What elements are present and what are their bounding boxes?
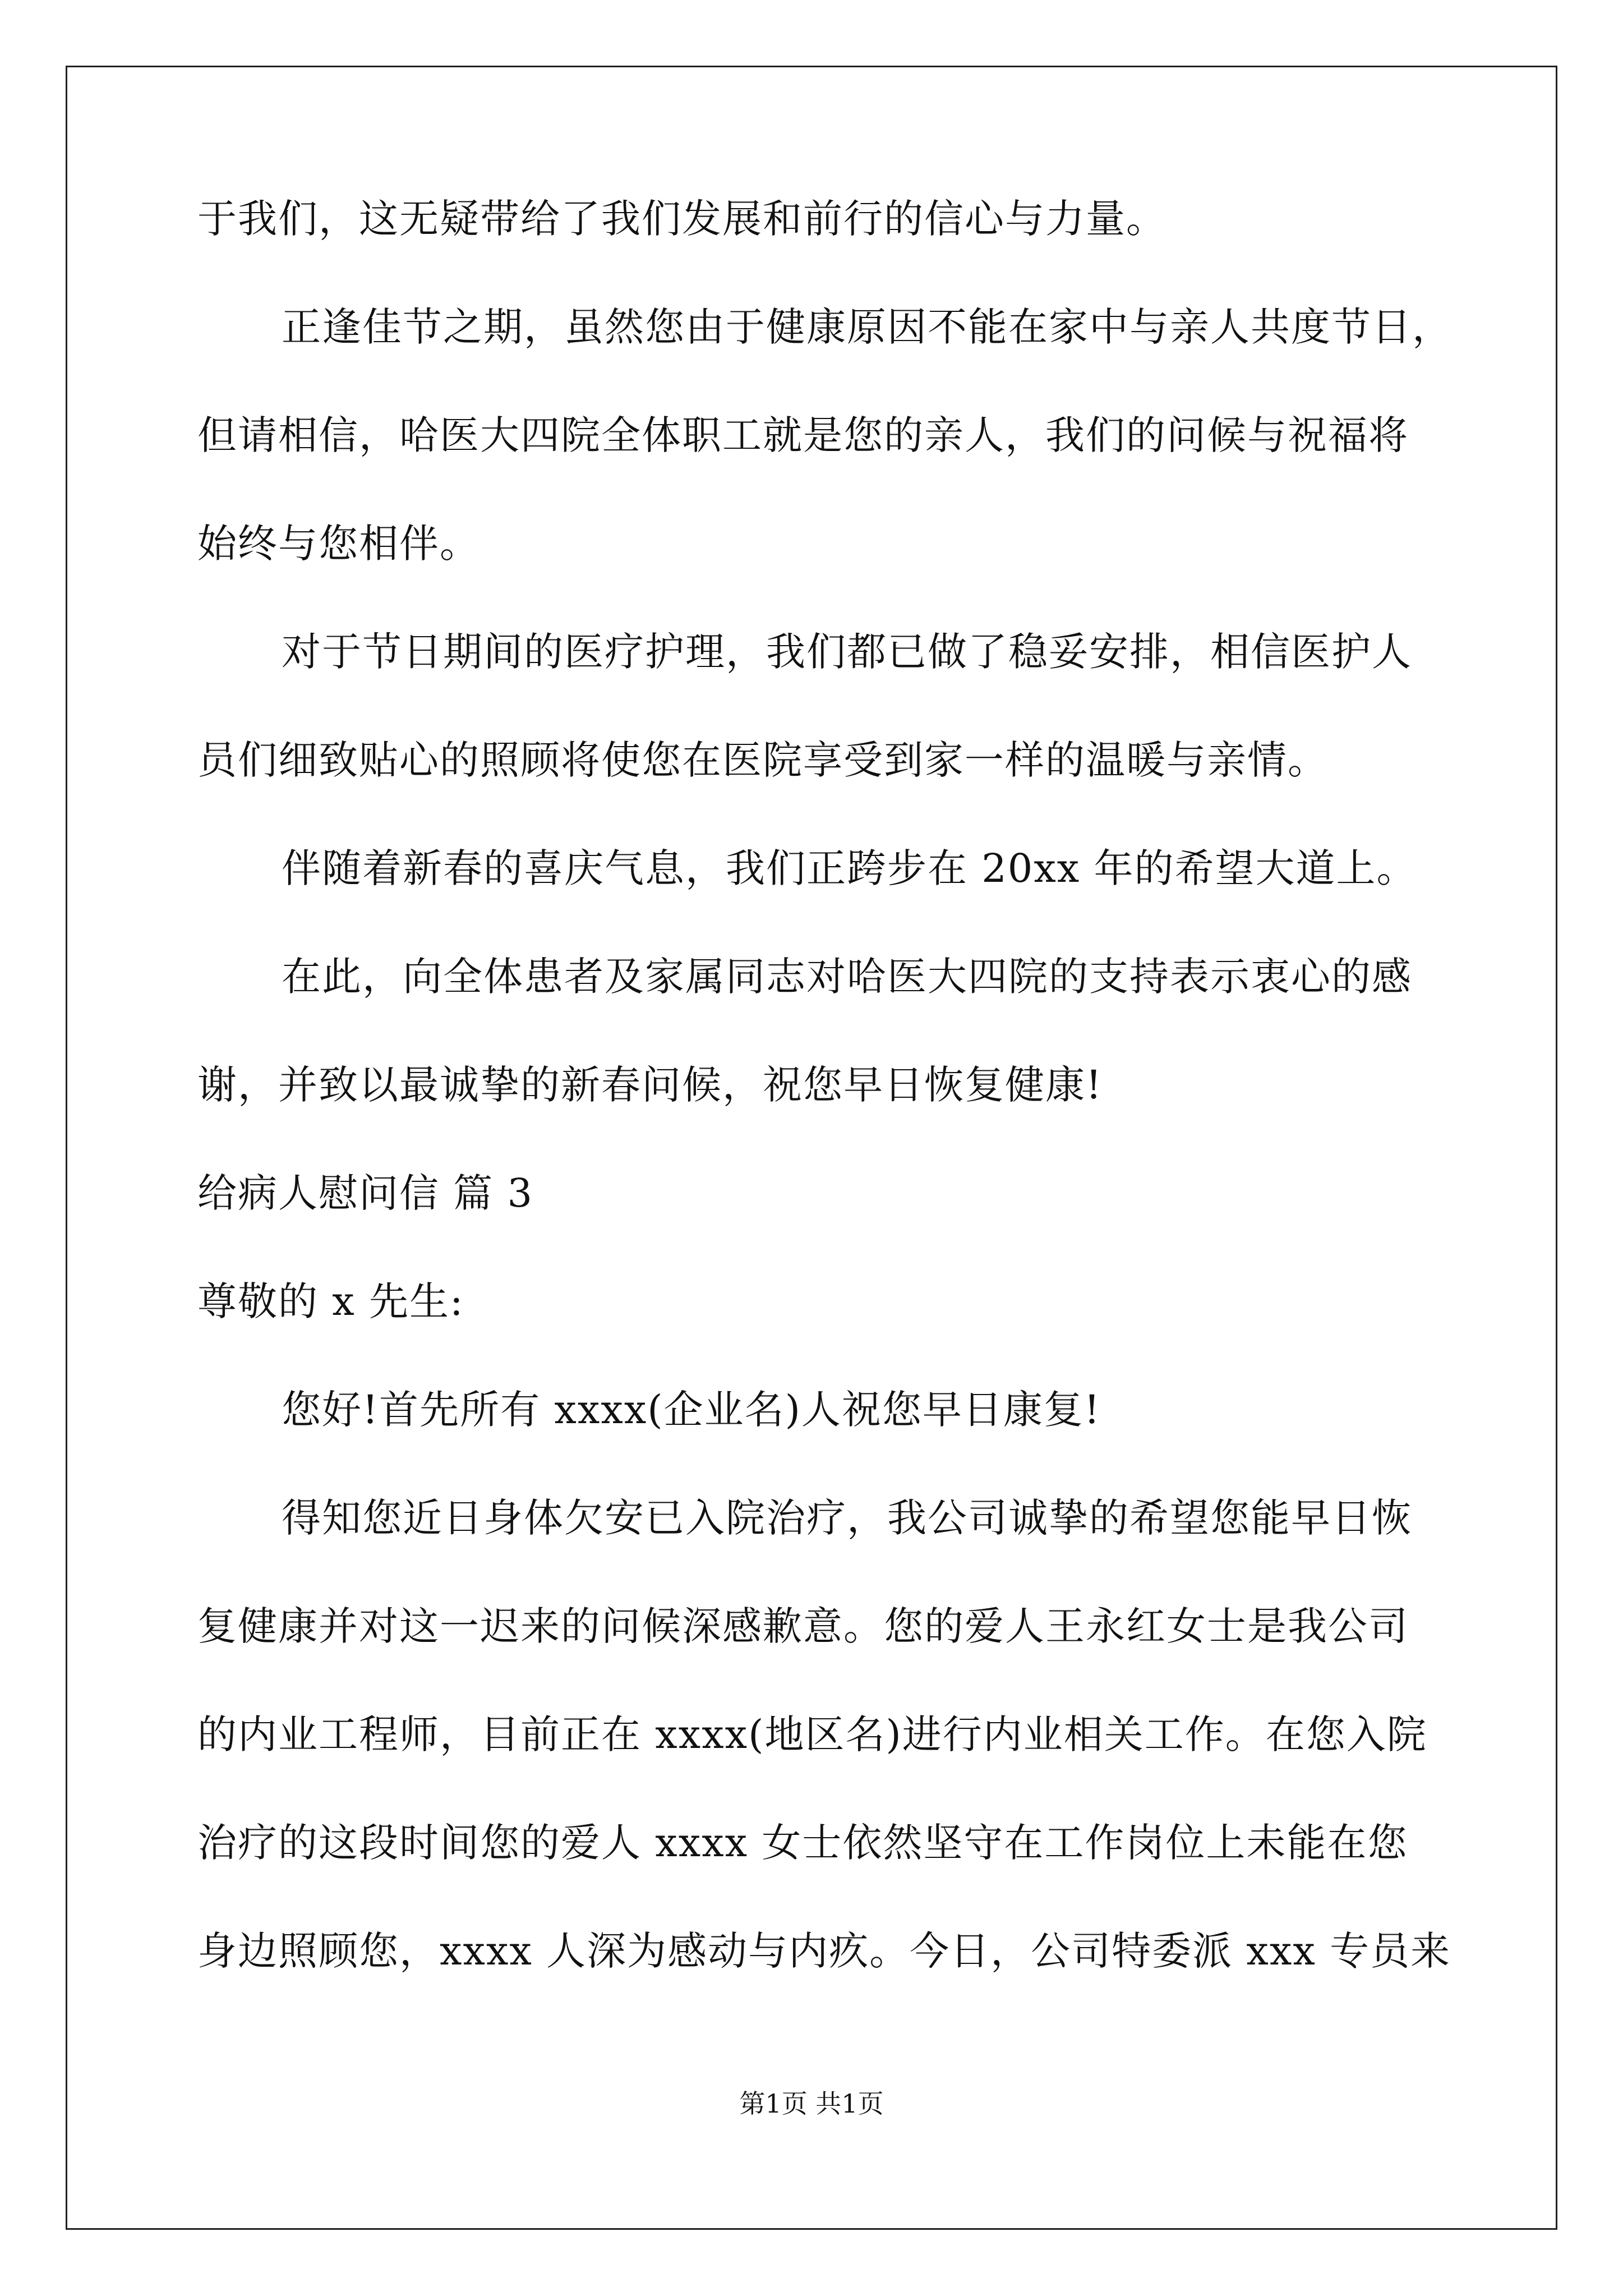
page-footer: 第1页 共1页 — [739, 2088, 884, 2119]
text-line: 伴随着新春的喜庆气息，我们正跨步在 20xx 年的希望大道上。 — [282, 845, 1417, 891]
text-line: 员们细致贴心的照顾将使您在医院享受到家一样的温暖与亲情。 — [197, 737, 1328, 783]
text-line: 正逢佳节之期，虽然您由于健康原因不能在家中与亲人共度节日， — [282, 304, 1453, 350]
text-line: 得知您近日身体欠安已入院治疗，我公司诚挚的希望您能早日恢 — [282, 1495, 1412, 1541]
text-line: 在此，向全体患者及家属同志对哈医大四院的支持表示衷心的感 — [282, 954, 1412, 1000]
text-line: 对于节日期间的医疗护理，我们都已做了稳妥安排，相信医护人 — [282, 629, 1412, 675]
salutation: 尊敬的 x 先生: — [197, 1278, 464, 1324]
text-line: 谢，并致以最诚挚的新春问候，祝您早日恢复健康! — [197, 1062, 1103, 1108]
text-line: 于我们，这无疑带给了我们发展和前行的信心与力量。 — [197, 196, 1166, 242]
text-line: 复健康并对这一迟来的问候深感歉意。您的爱人王永红女士是我公司 — [197, 1603, 1409, 1649]
text-line: 治疗的这段时间您的爱人 xxxx 女士依然坚守在工作岗位上未能在您 — [197, 1820, 1408, 1866]
text-line: 您好!首先所有 xxxx(企业名)人祝您早日康复! — [282, 1387, 1101, 1433]
page-border — [66, 66, 1557, 2230]
text-line: 的内业工程师，目前正在 xxxx(地区名)进行内业相关工作。在您入院 — [197, 1711, 1427, 1757]
text-line: 但请相信，哈医大四院全体职工就是您的亲人，我们的问候与祝福将 — [197, 412, 1409, 458]
section-heading: 给病人慰问信 篇 3 — [197, 1170, 534, 1216]
text-line: 身边照顾您，xxxx 人深为感动与内疚。今日，公司特委派 xxx 专员来 — [197, 1928, 1451, 1974]
text-line: 始终与您相伴。 — [197, 521, 480, 567]
